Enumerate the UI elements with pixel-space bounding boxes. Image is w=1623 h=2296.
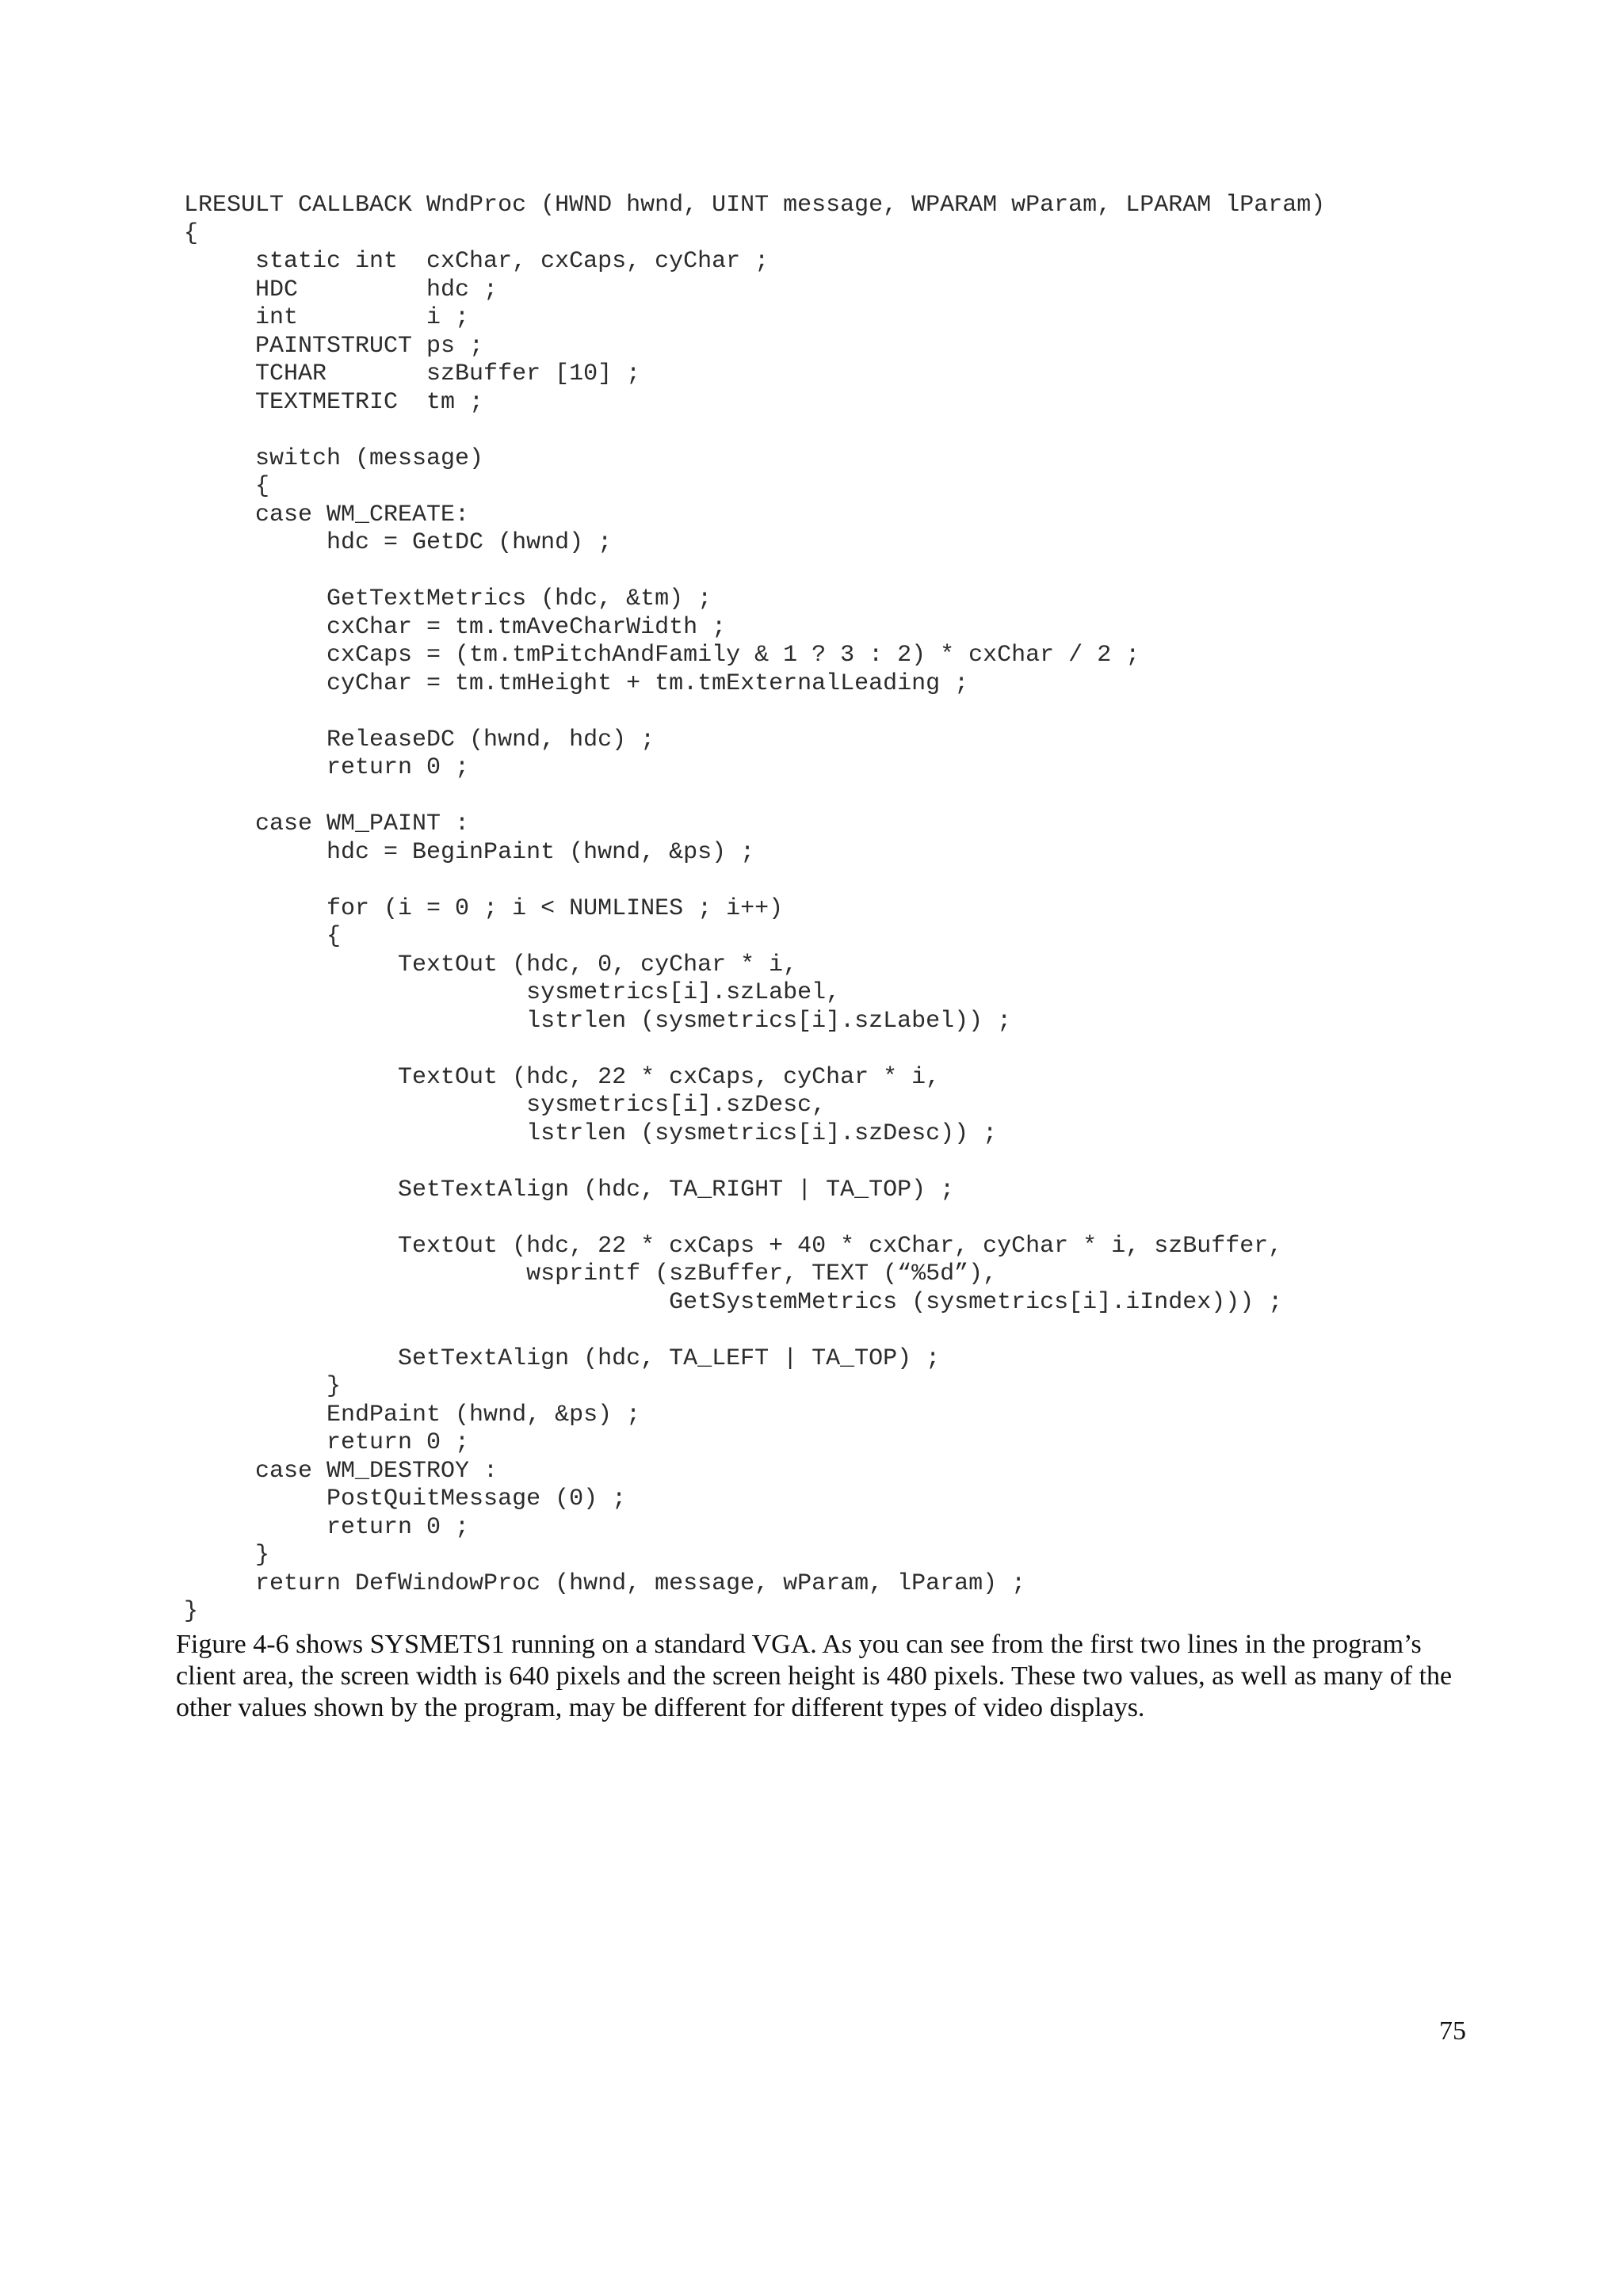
code-line: } [184,1542,270,1569]
code-line: wsprintf (szBuffer, TEXT (“%5d”), [184,1261,998,1287]
code-line: TCHAR szBuffer [10] ; [184,360,641,387]
code-line: for (i = 0 ; i < NUMLINES ; i++) [184,894,784,922]
code-line: int i ; [184,304,470,331]
code-line: return 0 ; [184,1429,470,1456]
code-line: } [184,1373,342,1400]
code-line: PAINTSTRUCT ps ; [184,332,484,360]
code-line: SetTextAlign (hdc, TA_LEFT | TA_TOP) ; [184,1344,941,1372]
code-line: return 0 ; [184,754,470,781]
code-line: return 0 ; [184,1513,470,1541]
code-line [184,558,1325,586]
code-line: TEXTMETRIC tm ; [184,388,484,416]
code-line [184,1148,1325,1177]
code-line: static int cxChar, cxCaps, cyChar ; [184,248,769,275]
code-line: { [184,219,199,247]
code-line: lstrlen (sysmetrics[i].szDesc)) ; [184,1119,998,1147]
code-line: TextOut (hdc, 22 * cxCaps, cyChar * i, [184,1063,941,1091]
code-line: { [184,923,342,950]
code-line: sysmetrics[i].szDesc, [184,1092,827,1119]
code-line [184,867,1325,895]
code-line: EndPaint (hwnd, &ps) ; [184,1401,641,1428]
code-line: { [184,473,270,500]
code-listing [184,192,1325,1627]
code-line: hdc = GetDC (hwnd) ; [184,529,613,556]
code-line [184,1317,1325,1345]
code-line: TextOut (hdc, 0, cyChar * i, [184,951,798,978]
code-line: case WM_PAINT : [184,810,470,837]
body-paragraph: Figure 4-6 shows SYSMETS1 running on a standard VGA. As you can see from the first two lines in the program’s client area, the screen width is 640 pixels and the screen height is 480 pixels. These two values, as well as many of the other values shown by the program, may be different for different types of video displays. [176,1630,1453,1722]
code-line: return DefWindowProc (hwnd, message, wParam, lParam) ; [184,1569,1026,1597]
code-line [184,698,1325,727]
page-number: 75 [1439,2016,1466,2046]
code-line: cyChar = tm.tmHeight + tm.tmExternalLeading ; [184,669,969,697]
code-line [184,1204,1325,1233]
code-line: SetTextAlign (hdc, TA_RIGHT | TA_TOP) ; [184,1176,955,1203]
code-line: GetSystemMetrics (sysmetrics[i].iIndex))) ; [184,1288,1283,1316]
code-line: PostQuitMessage (0) ; [184,1486,627,1512]
code-line: ReleaseDC (hwnd, hdc) ; [184,726,655,753]
code-line: cxCaps = (tm.tmPitchAndFamily & 1 ? 3 : 2) * cxChar / 2 ; [184,642,1140,669]
code-line: HDC hdc ; [184,276,498,303]
code-line: TextOut (hdc, 22 * cxCaps + 40 * cxChar, cyChar * i, szBuffer, [184,1232,1283,1260]
code-line [184,1035,1325,1064]
code-line: hdc = BeginPaint (hwnd, &ps) ; [184,838,755,866]
code-line: lstrlen (sysmetrics[i].szLabel)) ; [184,1007,1012,1035]
code-line: LRESULT CALLBACK WndProc (HWND hwnd, UINT message, WPARAM wParam, LPARAM lParam) [184,192,1326,219]
code-line [184,417,1325,445]
code-line: case WM_DESTROY : [184,1457,498,1485]
code-line: GetTextMetrics (hdc, &tm) ; [184,585,712,612]
code-line: cxChar = tm.tmAveCharWidth ; [184,613,727,641]
code-line: case WM_CREATE: [184,501,470,528]
code-line [184,783,1325,811]
code-line: sysmetrics[i].szLabel, [184,979,841,1006]
code-line: } [184,1598,199,1625]
code-line: switch (message) [184,444,484,472]
